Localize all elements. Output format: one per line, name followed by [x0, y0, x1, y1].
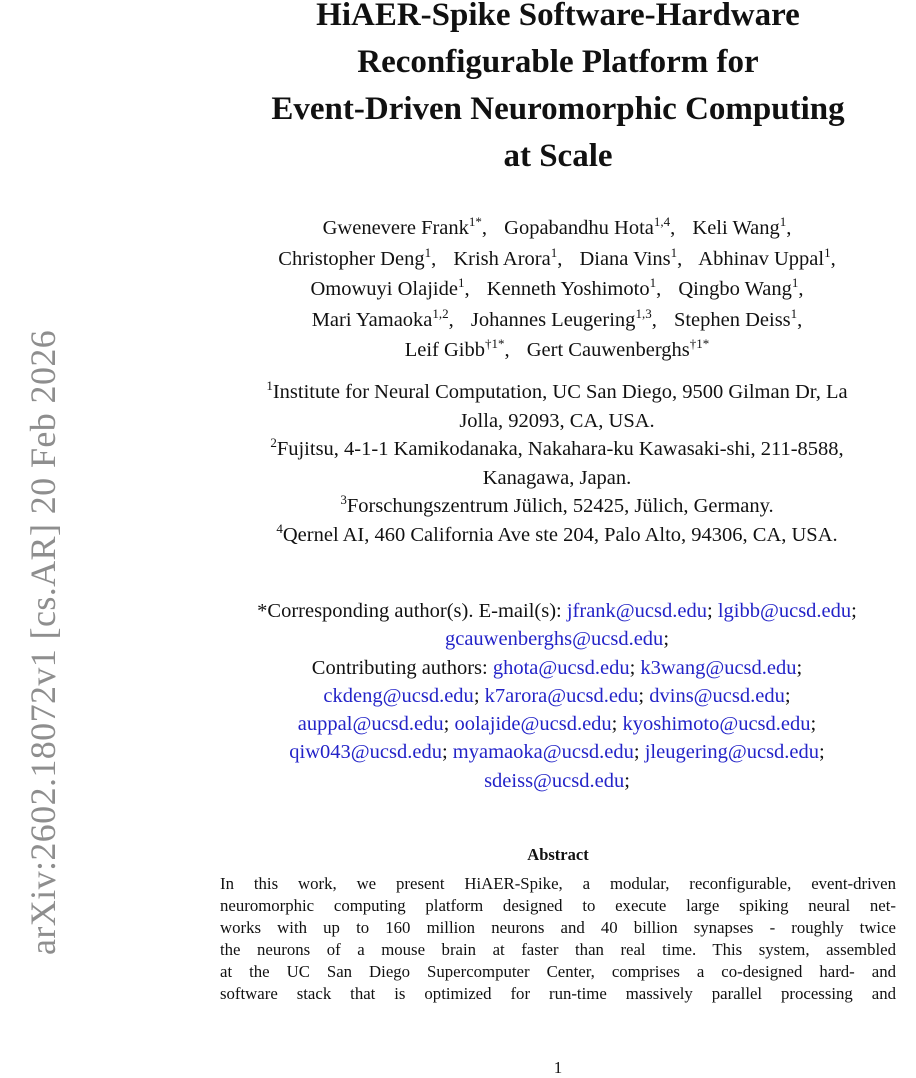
email-link[interactable]: myamaoka@ucsd.edu	[452, 741, 634, 764]
title-line: HiAER-Spike Software-Hardware	[316, 0, 800, 33]
title-line: Reconfigurable Platform for	[357, 44, 759, 80]
affiliation-text: Forschungszentrum Jülich, 52425, Jülich, Germany.	[346, 495, 774, 517]
author-name: Christopher Deng	[278, 247, 425, 270]
author-name: Mari Yamaoka	[311, 308, 433, 331]
affiliation-marker: 4	[276, 520, 283, 536]
author-name: Omowuyi Olajide	[310, 278, 458, 300]
author-line: Leif Gibb$^{\dagger 1*}$, Gert Cauwenberghs$^{\dagger 1*}$	[404, 336, 710, 361]
email-link[interactable]: k3wang@ucsd.edu	[640, 656, 797, 679]
email-link[interactable]: k7arora@ucsd.edu	[484, 684, 639, 707]
email-link[interactable]: auppal@ucsd.edu	[297, 713, 444, 736]
contributing-line: ckdeng@ucsd.edu; k7arora@ucsd.edu; dvins@ucsd.edu;	[323, 684, 791, 707]
email-link[interactable]: qiw043@ucsd.edu	[289, 741, 442, 764]
email-link[interactable]: oolajide@ucsd.edu	[454, 713, 612, 736]
author-name: Gwenevere Frank	[322, 217, 469, 239]
affiliation-line	[196, 521, 916, 550]
author-affil: †1*	[485, 336, 505, 352]
author-line: Christopher Deng$^1$, Krish Arora$^1$, Diana Vins$^1$, Abhinav Uppal$^1$,	[278, 244, 836, 270]
author-affil: 1	[649, 275, 657, 291]
corresponding-line: *Corresponding author(s). E-mail(s): jfrank@ucsd.edu; lgibb@ucsd.edu;	[257, 600, 857, 622]
email-link[interactable]: gcauwenberghs@ucsd.edu	[444, 628, 664, 651]
author-affil: 1,4	[653, 214, 671, 230]
email-link[interactable]: sdeiss@ucsd.edu	[484, 769, 625, 792]
contributing-line: sdeiss@ucsd.edu;	[484, 769, 630, 792]
affiliation-line	[196, 492, 916, 521]
affiliation-text: Qernel AI, 460 California Ave ste 204, Palo Alto, 94306, CA, USA.	[282, 523, 838, 546]
author-affil: 1,2	[432, 305, 449, 321]
author-name: Leif Gibb	[404, 339, 485, 361]
author-affil: 1	[550, 244, 558, 260]
author-name: Qingbo Wang	[678, 278, 792, 300]
contributing-label: Contributing authors:	[311, 656, 488, 679]
affiliation-list	[196, 378, 916, 549]
author-name: Krish Arora	[453, 247, 551, 270]
author-line: Gwenevere Frank$^{1*}$, Gopabandhu Hota$^{1,4}$, Keli Wang$^1$,	[322, 214, 792, 239]
author-name: Keli Wang	[692, 217, 780, 239]
author-affil: 1	[824, 244, 831, 260]
email-link[interactable]: dvins@ucsd.edu	[649, 684, 785, 707]
corresponding-label: *Corresponding author(s). E-mail(s):	[257, 600, 562, 622]
author-name: Stephen Deiss	[673, 308, 791, 331]
author-affil: 1,3	[635, 305, 652, 321]
affiliation-line	[196, 435, 916, 464]
affiliation-line: Jolla, 92093, CA, USA.	[459, 409, 655, 432]
affiliation-marker: 1	[266, 378, 273, 394]
affiliation-text: Fujitsu, 4-1-1 Kamikodanaka, Nakahara-ku Kawasaki-shi, 211-8588,	[276, 438, 844, 460]
paper-title	[200, 0, 916, 180]
contributing-line: auppal@ucsd.edu; oolajide@ucsd.edu; kyoshimoto@ucsd.edu;	[297, 713, 817, 736]
email-link[interactable]: jleugering@ucsd.edu	[644, 741, 820, 764]
abstract-line: the neurons of a mouse brain at faster than real time. This system, assembled	[220, 940, 896, 960]
author-name: Johannes Leugering	[470, 308, 636, 331]
title-line: at Scale	[503, 138, 613, 174]
contributing-line: qiw043@ucsd.edu; myamaoka@ucsd.edu; jleugering@ucsd.edu;	[289, 741, 825, 764]
author-affil: 1	[424, 244, 432, 260]
author-affil: 1	[779, 214, 787, 230]
email-link[interactable]: kyoshimoto@ucsd.edu	[622, 713, 811, 736]
abstract-heading: Abstract	[527, 845, 589, 864]
author-affil: 1	[457, 275, 465, 291]
author-affil: 1	[791, 275, 799, 291]
affiliation-marker: 3	[340, 492, 347, 508]
abstract-line: neuromorphic computing platform designed to execute large spiking neural net-	[220, 896, 896, 916]
author-name: Kenneth Yoshimoto	[486, 278, 650, 300]
arxiv-stamp-text: arXiv:2602.18072v1 [cs.AR] 20 Feb 2026	[23, 329, 63, 955]
email-link[interactable]: lgibb@ucsd.edu	[717, 600, 852, 622]
abstract-line: at the UC San Diego Supercomputer Center, comprises a co-designed hard- and	[220, 962, 896, 982]
abstract-line: software stack that is optimized for run-time massively parallel processing and	[220, 984, 896, 1004]
page-number: 1	[553, 1058, 563, 1077]
abstract-line: works with up to 160 million neurons and 40 billion synapses - roughly twice	[220, 918, 896, 938]
author-affil: 1	[790, 305, 798, 321]
author-name: Gopabandhu Hota	[504, 217, 654, 239]
contact-emails	[196, 597, 916, 795]
affiliation-line: Kanagawa, Japan.	[482, 466, 632, 489]
abstract-line: In this work, we present HiAER-Spike, a modular, reconfigurable, event-driven	[220, 874, 896, 893]
author-name: Diana Vins	[579, 247, 671, 270]
author-affil: †1*	[689, 336, 710, 352]
affiliation-line	[196, 378, 916, 407]
author-name: Abhinav Uppal	[698, 247, 825, 270]
affiliation-text: Institute for Neural Computation, UC San Diego, 9500 Gilman Dr, La	[272, 381, 848, 403]
author-line: Mari Yamaoka$^{1,2}$, Johannes Leugering$^{1,3}$, Stephen Deiss$^1$,	[311, 305, 803, 331]
email-link[interactable]: jfrank@ucsd.edu	[566, 600, 707, 622]
affiliation-marker: 2	[270, 435, 277, 451]
title-line: Event-Driven Neuromorphic Computing	[271, 91, 845, 127]
author-affil: 1	[670, 244, 678, 260]
author-name: Gert Cauwenberghs	[526, 339, 690, 361]
author-affil: 1*	[468, 214, 482, 230]
author-list	[196, 213, 916, 366]
email-link[interactable]: ghota@ucsd.edu	[492, 656, 630, 679]
abstract-body	[220, 873, 896, 1006]
author-line: Omowuyi Olajide$^1$, Kenneth Yoshimoto$^1$, Qingbo Wang$^1$,	[310, 275, 804, 300]
corresponding-line: gcauwenberghs@ucsd.edu;	[444, 628, 670, 651]
email-link[interactable]: ckdeng@ucsd.edu	[323, 684, 474, 707]
arxiv-stamp	[0, 230, 63, 960]
contributing-line: Contributing authors: ghota@ucsd.edu; k3wang@ucsd.edu;	[311, 656, 803, 679]
